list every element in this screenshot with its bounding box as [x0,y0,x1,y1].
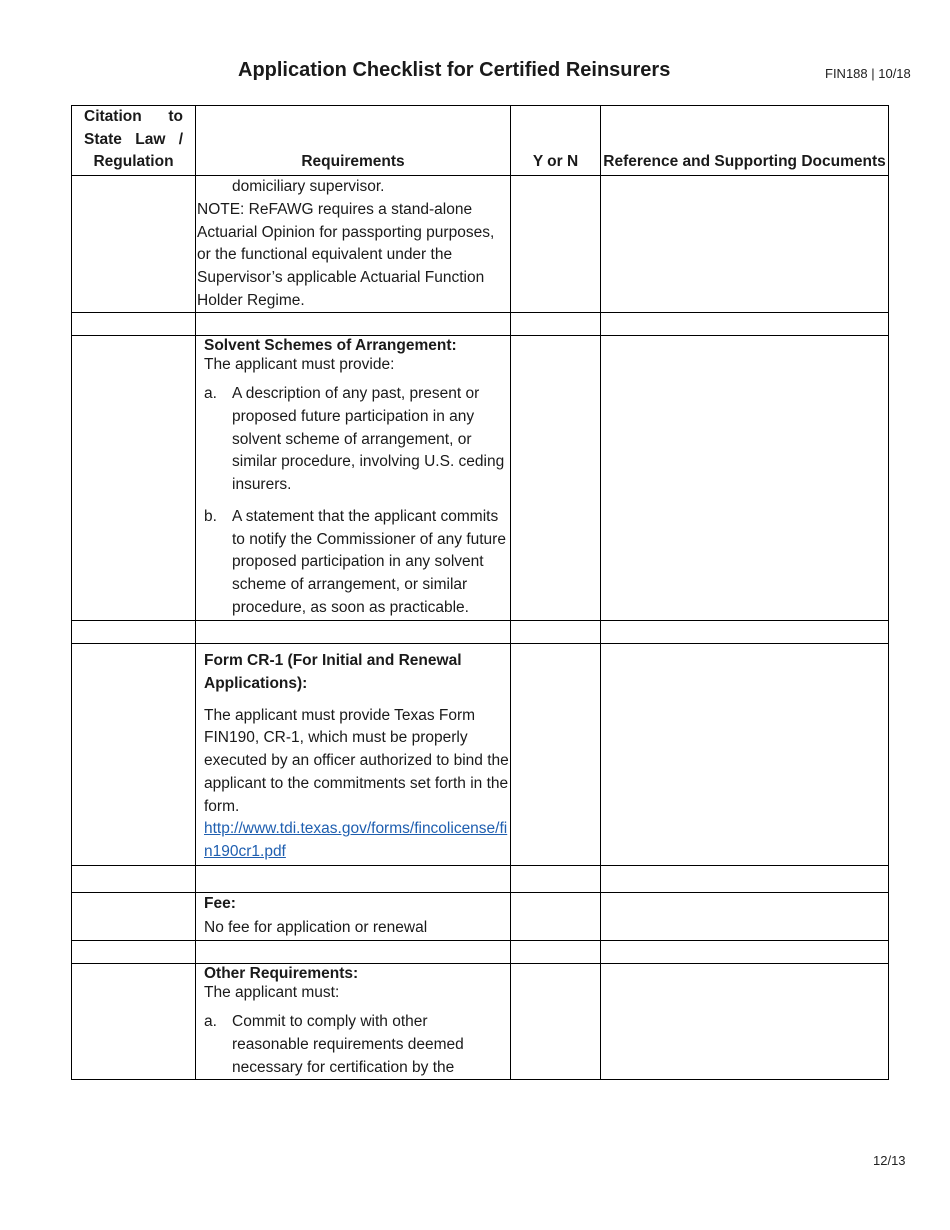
reference-cell[interactable] [601,644,889,865]
fee-heading: Fee: [204,894,236,912]
other-heading: Other Requirements: [204,965,359,983]
column-header-reference: Reference and Supporting Documents [601,106,889,176]
form-cr1-text: The applicant must provide Texas Form FIN190, CR-1, which must be properly executed by an officer authorized to bind the applicant to the commitments set forth in the form. [204,706,509,815]
fee-text: No fee for application or renewal [204,919,428,937]
spacer-row [72,941,889,964]
list-item: a. A description of any past, present or proposed future participation in any solvent scheme of arrangement, or similar procedure, involving U.S. ceding insurers. [204,385,505,494]
list-item: a. Commit to comply with other reasonable requirements deemed necessary for certification by the [204,1013,464,1076]
citation-cell [72,176,196,313]
yn-cell[interactable] [511,644,601,865]
other-intro: The applicant must: [204,984,340,1002]
checklist-table [71,105,889,1080]
solvent-list [204,383,508,619]
reference-cell[interactable] [601,892,889,940]
other-list [204,1011,508,1079]
form-cr1-link[interactable]: http://www.tdi.texas.gov/forms/fincolicense/fin190cr1.pdf [204,820,508,860]
yn-cell[interactable] [511,892,601,940]
reference-cell[interactable] [601,176,889,313]
column-header-yn: Y or N [511,106,601,176]
requirements-cell [196,964,511,1080]
spacer-row [72,621,889,644]
citation-cell [72,892,196,940]
requirements-cell [196,644,511,865]
reference-cell[interactable] [601,336,889,621]
spacer-row [72,865,889,892]
table-row-other-requirements [72,964,889,1080]
reference-cell[interactable] [601,964,889,1080]
page-title: Application Checklist for Certified Reinsurers [238,59,671,81]
citation-cell [72,964,196,1080]
solvent-heading: Solvent Schemes of Arrangement: [204,337,457,355]
continued-line: domiciliary supervisor. [232,178,385,196]
actuarial-note: NOTE: ReFAWG requires a stand-alone Actuarial Opinion for passporting purposes, or the functional equivalent under the Supervisor’s applicable Actuarial Function Holder Regime. [197,200,495,309]
column-header-citation: Citation to State Law / Regulation [72,106,196,176]
requirements-cell [196,892,511,940]
column-header-requirements: Requirements [196,106,511,176]
table-row-solvent-schemes [72,336,889,621]
page-number: 12/13 [873,1153,906,1168]
yn-cell[interactable] [511,176,601,313]
form-number: FIN188 | 10/18 [825,66,911,81]
list-item: b. A statement that the applicant commits to notify the Commissioner of any future proposed participation in any solvent scheme of arrangement, or similar procedure, as soon as practicable. [204,507,506,616]
citation-cell [72,336,196,621]
table-row-continued [72,176,889,313]
table-row-form-cr1 [72,644,889,865]
citation-cell [72,644,196,865]
yn-cell[interactable] [511,964,601,1080]
requirements-cell [196,336,511,621]
requirements-cell [196,176,511,313]
yn-cell[interactable] [511,336,601,621]
form-cr1-heading: Form CR-1 (For Initial and Renewal Applications): [204,652,462,693]
table-row-fee [72,892,889,940]
spacer-row [72,313,889,336]
solvent-intro: The applicant must provide: [204,356,395,374]
